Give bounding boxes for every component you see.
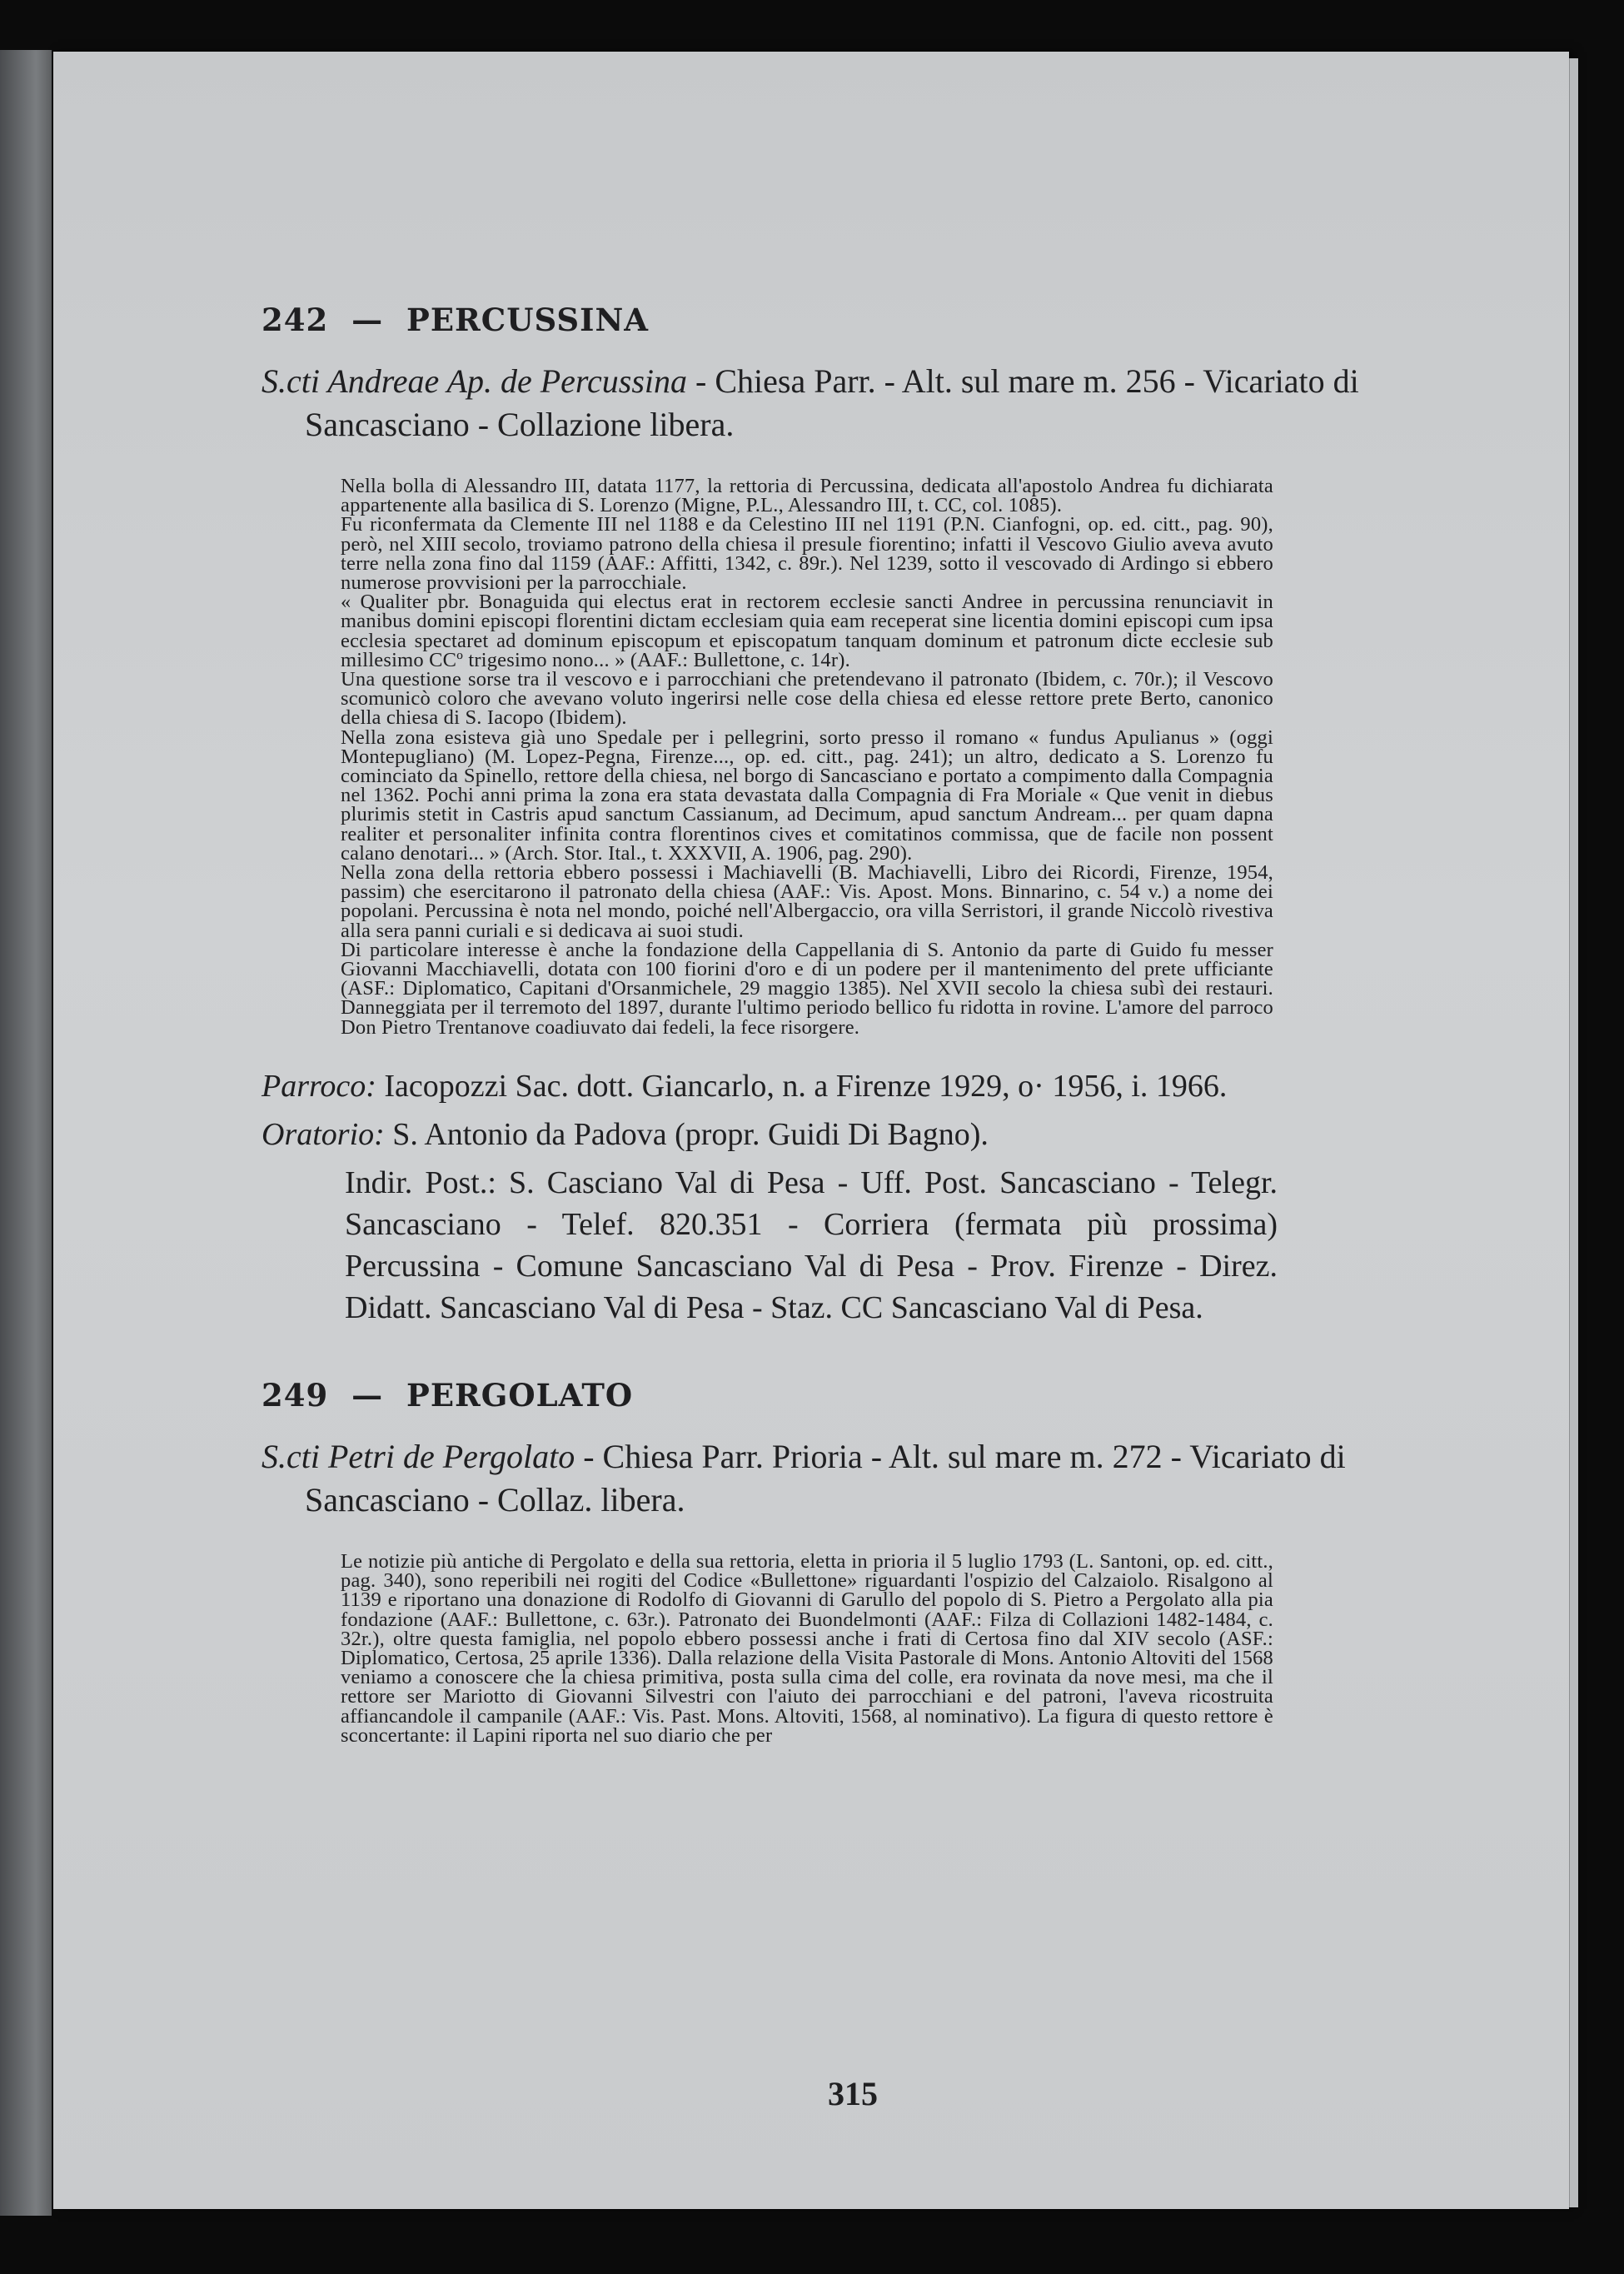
book-page — [53, 52, 1569, 2209]
entry-heading-pergolato — [262, 1377, 1361, 1414]
entry-heading-percussina — [262, 302, 1361, 338]
history-paragraph: Le notizie più antiche di Pergolato e della sua rettoria, eletta in prioria il 5 luglio 1793 (L. Santoni, op. ed. citt., pag. 340), sono reperibili nei rogiti del Codice «Bullettone» riguardanti l'ospizio del Calzaiolo. Risalgono al 1139 e riportano una donazione di Rodolfo di Giovanni di Garullo del popolo di S. Pietro a Pergolato alla pia fondazione (AAF.: Bullettone, c. 63r.). Patronato dei Buondelmonti (AAF.: Filza di Collazioni 1482-1484, c. 32r.), oltre questa famiglia, nel popolo ebbero possessi anche i frati di Certosa fino dal XIV secolo (ASF.: Diplomatico, Certosa, 25 aprile 1336). Dalla relazione della Visita Pastorale di Mons. Antonio Altoviti del 1568 veniamo a conoscere che la chiesa primitiva, posta sulla cima del colle, era rovinata da nove mesi, ma che il rettore ser Mariotto di Giovanni Silvestri con l'aiuto dei parrocchiani e del patroni, l'aveva ricostruita affiancandole il campanile (AAF.: Vis. Past. Mons. Altoviti, 1568, al nominativo). La figura di questo rettore è sconcertante: il Lapini riporta nel suo diario che per — [341, 1549, 1273, 1747]
entry-dash: — — [351, 1376, 384, 1414]
history-paragraph: Nella zona della rettoria ebbero possessi i Machiavelli (B. Machiavelli, Libro dei Ricordi, Firenze, 1954, passim) che esercitarono il patronato della chiesa (AAF.: Vis. Apost. Mons. Binnarino, c. 54 v.) a nome dei popolani. Percussina è nota nel mondo, poiché nell'Albergaccio, ora villa Serristori, il grande Niccolò rivestiva alla sera panni curiali e si dedicava ai suoi studi. — [341, 861, 1273, 942]
history-paragraph: « Qualiter pbr. Bonaguida qui electus erat in rectorem ecclesie sancti Andree in percussina renunciavit in manibus domini episcopi florentini dictam ecclesiam quia eam receperat sine licentia domini episcopi cum ipsa ecclesia spectaret ad dominum episcopum et episcopatum tanquam dominum et patronum dicte ecclesie sub millesimo CCº trigesimo nono... » (AAF.: Bullettone, c. 14r). — [341, 591, 1273, 671]
history-paragraph: Fu riconfermata da Clemente III nel 1188 e da Celestino III nel 1191 (P.N. Cianfogni, op. ed. citt., pag. 90), però, nel XIII secolo, troviamo patrono della chiesa il presule fiorentino; infatti il Vescovo Giulio aveva avuto terre nella zona fino dal 1159 (AAF.: Affitti, 1342, c. 89r.). Nel 1239, sotto il vescovado di Ardingo si ebbero numerose provvisioni per la parrocchiale. — [341, 513, 1273, 595]
latin-church-name: S.cti Andreae Ap. de Percussina — [262, 362, 688, 400]
history-text-block — [341, 476, 1273, 1037]
entry-number: 242 — [262, 302, 329, 338]
oratorio-line — [262, 1114, 1361, 1155]
church-details: - Chiesa Parr. - Alt. sul mare m. 256 - Vicariato di Sancasciano - Collazione libera. — [305, 362, 1359, 443]
oratorio-label: Oratorio: — [262, 1116, 385, 1152]
oratorio-text: S. Antonio da Padova (propr. Guidi Di Bagno). — [392, 1116, 989, 1152]
history-text-block — [341, 1549, 1273, 1747]
page-stack-edge — [1569, 58, 1578, 2207]
page-content — [262, 302, 1361, 1773]
entry-name: PERCUSSINA — [406, 302, 649, 338]
parroco-text: Iacopozzi Sac. dott. Giancarlo, n. a Firenze 1929, o· 1956, i. 1966. — [384, 1068, 1228, 1104]
parroco-line — [262, 1065, 1361, 1107]
entry-dash: — — [351, 302, 384, 338]
adjacent-page-edge — [0, 50, 52, 2216]
postal-info: Indir. Post.: S. Casciano Val di Pesa - Uff. Post. Sancasciano - Telegr. Sancasciano - Telef. 820.351 - Corriera (fermata più prossima) Percussina - Comune Sancasciano Val di Pesa - Prov. Firenze - Direz. Didatt. Sancasciano Val di Pesa - Staz. CC Sancasciano Val di Pesa. — [345, 1164, 1278, 1325]
latin-church-name: S.cti Petri de Pergolato — [262, 1437, 575, 1475]
church-details: - Chiesa Parr. Prioria - Alt. sul mare m. 272 - Vicariato di Sancasciano - Collaz. libera. — [305, 1437, 1346, 1518]
entry-name: PERGOLATO — [406, 1376, 634, 1414]
history-paragraph: Di particolare interesse è anche la fondazione della Cappellania di S. Antonio da parte di Guido fu messer Giovanni Macchiavelli, dotata con 100 fiorini d'oro e di un podere per il mantenimento del prete ufficiante (ASF.: Diplomatico, Capitani d'Orsanmichele, 29 maggio 1385). Nel XVII secolo la chiesa subì dei restauri. Danneggiata per il terremoto del 1897, durante l'ultimo periodo bellico fu ridotta in rovine. L'amore del parroco Don Pietro Trentanove coadiuvato dai fedeli, la fece risorgere. — [341, 938, 1273, 1039]
entry-title-line — [262, 1435, 1361, 1522]
parroco-label: Parroco: — [262, 1068, 376, 1104]
history-paragraph: Nella zona esisteva già uno Spedale per i pellegrini, sorto presso il romano « fundus Apulianus » (oggi Montepugliano) (M. Lopez-Pegna, Firenze..., op. ed. citt., pag. 241); un altro, dedicato a S. Lorenzo fu cominciato da Spinello, rettore della chiesa, nel borgo di Sancasciano e portato a compimento dalla Compagnia nel 1362. Pochi anni prima la zona era stata devastata dalla Compagnia di Fra Moriale « Que venit in diebus plurimis stetit in Castris apud sanctum Cassianum, ad Decimum, apud sanctum Andream... per quam dapna realiter et personaliter infinita contra florentinos cives et comitatinos commissa, que de facile non possent calano denotari... » (Arch. Stor. Ital., t. XXXVII, A. 1906, pag. 290). — [341, 726, 1273, 865]
history-paragraph: Una questione sorse tra il vescovo e i parrocchiani che pretendevano il patronato (Ibidem, c. 70r.); il Vescovo scomunicò coloro che avevano voluto ingerirsi nelle cose della chiesa ed elesse rettore prete Berto, canonico della chiesa di S. Iacopo (Ibidem). — [341, 668, 1273, 730]
entry-title-line — [262, 360, 1361, 446]
page-number: 315 — [828, 2075, 878, 2112]
entry-number: 249 — [262, 1376, 329, 1414]
history-paragraph: Nella bolla di Alessandro III, datata 1177, la rettoria di Percussina, dedicata all'apostolo Andrea fu dichiarata appartenente alla basilica di S. Lorenzo (Migne, P.L., Alessandro III, t. CC, col. 1085). — [341, 475, 1273, 517]
